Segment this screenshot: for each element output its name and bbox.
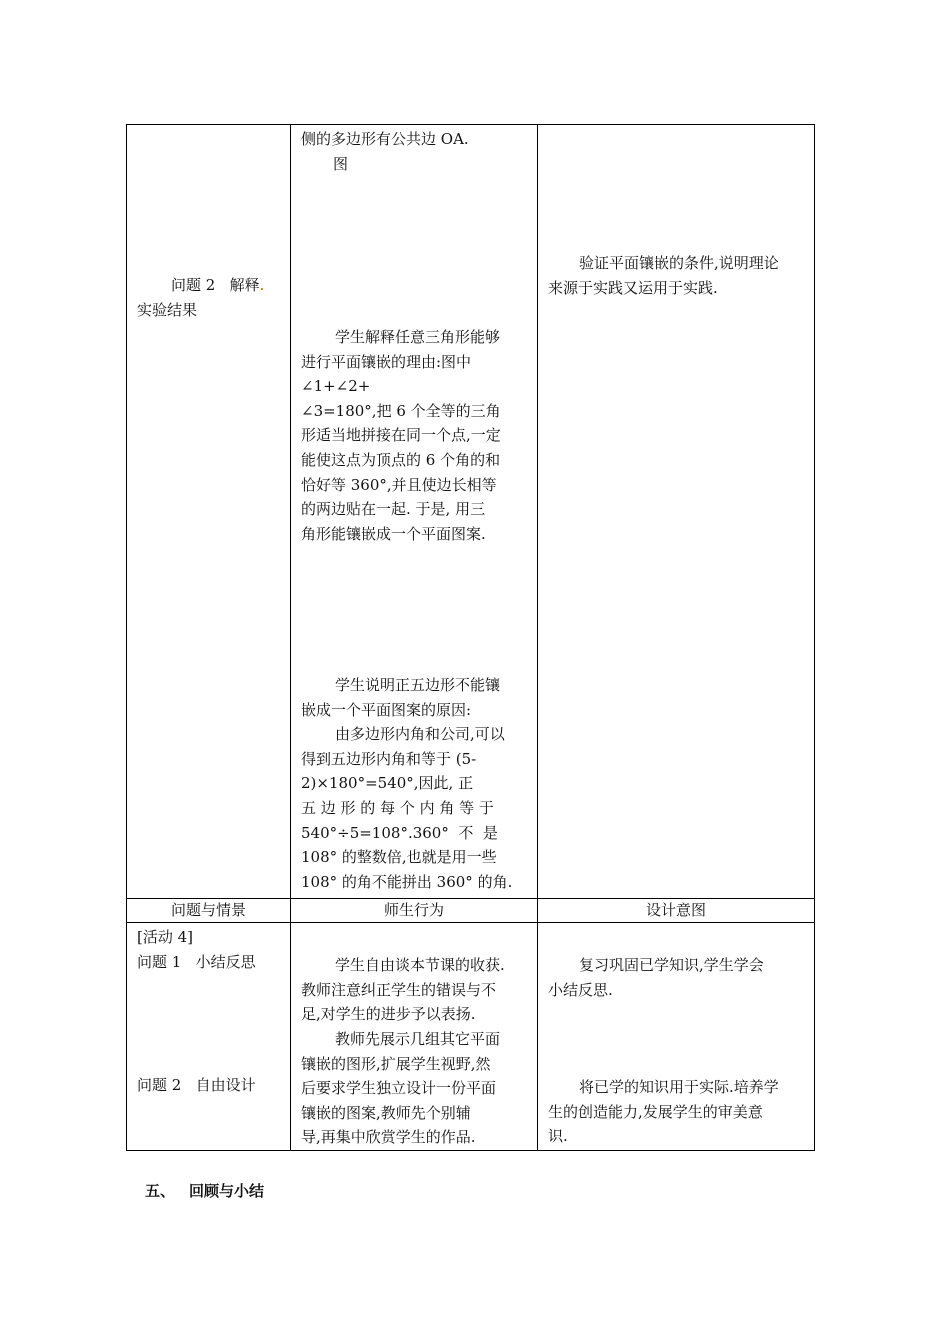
student-reflection-line: 学生自由谈本节课的收获. — [335, 956, 505, 974]
edit-mark — [261, 288, 263, 290]
problem2-design-label: 问题 2 自由设计 — [137, 1076, 256, 1094]
teacher-demo-line: 镶嵌的图形,扩展学生视野,然 — [301, 1054, 491, 1073]
figure-label: 图 — [333, 155, 349, 173]
header-col-problem: 问题与情景 — [170, 901, 246, 919]
pentagon-explanation-line: 得到五边形内角和等于 (5- — [301, 749, 477, 768]
triangle-explanation-line: 形适当地拼接在同一个点,一定 — [301, 426, 501, 445]
purpose-text-line2: 来源于实践又运用于实践. — [548, 279, 718, 297]
triangle-explanation-line: 能使这点为顶点的 6 个角的和 — [301, 451, 501, 469]
pentagon-explanation-line: 108° 的整数倍,也就是用一些 — [301, 848, 497, 867]
pentagon-explanation-line: 由多边形内角和公司,可以 — [335, 725, 505, 744]
triangle-explanation-line: 恰好等 360°,并且使边长相等 — [301, 475, 497, 494]
purpose-text-line1: 验证平面镶嵌的条件,说明理论 — [579, 254, 779, 272]
header-row-bottom-border — [127, 922, 814, 923]
section-number: 五、 — [145, 1182, 176, 1200]
teacher-demo-line: 教师先展示几组其它平面 — [335, 1030, 501, 1048]
purpose-review-line: 复习巩固已学知识,学生学会 — [579, 956, 764, 974]
triangle-explanation-line: 的两边贴在一起. 于是, 用三 — [301, 500, 486, 519]
pentagon-explanation-line: 2)×180°=540°,因此, 正 — [301, 774, 474, 793]
column-divider-2 — [537, 125, 538, 1150]
problem2-label: 问题 2 解释 — [171, 273, 263, 298]
triangle-explanation-line: 进行平面镶嵌的理由:图中 — [301, 352, 472, 371]
purpose-apply-line: 生的创造能力,发展学生的审美意 — [548, 1102, 763, 1121]
header-col-action: 师生行为 — [383, 901, 444, 919]
column-divider-1 — [290, 125, 291, 1150]
triangle-explanation-line: ∠3=180°,把 6 个全等的三角 — [301, 401, 501, 420]
lesson-plan-table — [126, 124, 815, 1151]
teacher-demo-line: 后要求学生独立设计一份平面 — [301, 1079, 497, 1098]
continuation-text: 侧的多边形有公共边 OA. — [301, 130, 469, 148]
activity-label: [活动 4] — [137, 928, 194, 946]
pentagon-explanation-line: 108° 的角不能拼出 360° 的角. — [301, 872, 513, 891]
problem2-label-line2: 实验结果 — [137, 301, 198, 319]
pentagon-explanation-line: 五 边 形 的 每 个 内 角 等 于 — [301, 799, 494, 817]
student-reflection-line: 足,对学生的进步予以表扬. — [301, 1005, 476, 1024]
student-reflection-line: 教师注意纠正学生的错误与不 — [301, 980, 497, 999]
purpose-apply-line: 识. — [548, 1127, 568, 1146]
pentagon-explanation-line: 学生说明正五边形不能镶 — [335, 676, 501, 694]
section-heading — [145, 1180, 278, 1201]
section-title: 回顾与小结 — [189, 1182, 265, 1200]
header-col-purpose: 设计意图 — [645, 901, 706, 919]
purpose-apply-line: 将已学的知识用于实际.培养学 — [579, 1078, 779, 1096]
pentagon-explanation-line: 嵌成一个平面图案的原因: — [301, 700, 472, 719]
triangle-explanation-line: 学生解释任意三角形能够 — [335, 328, 501, 346]
teacher-demo-line: 镶嵌的图案,教师先个别辅 — [301, 1103, 471, 1122]
pentagon-explanation-line: 540°÷5=108°.360° 不 是 — [301, 823, 498, 842]
triangle-explanation-line: 角形能镶嵌成一个平面图案. — [301, 524, 486, 543]
triangle-explanation-line: ∠1+∠2+ — [301, 377, 371, 396]
purpose-review-line: 小结反思. — [548, 980, 613, 999]
problem1-label: 问题 1 小结反思 — [137, 953, 256, 971]
teacher-demo-line: 导,再集中欣赏学生的作品. — [301, 1128, 476, 1147]
